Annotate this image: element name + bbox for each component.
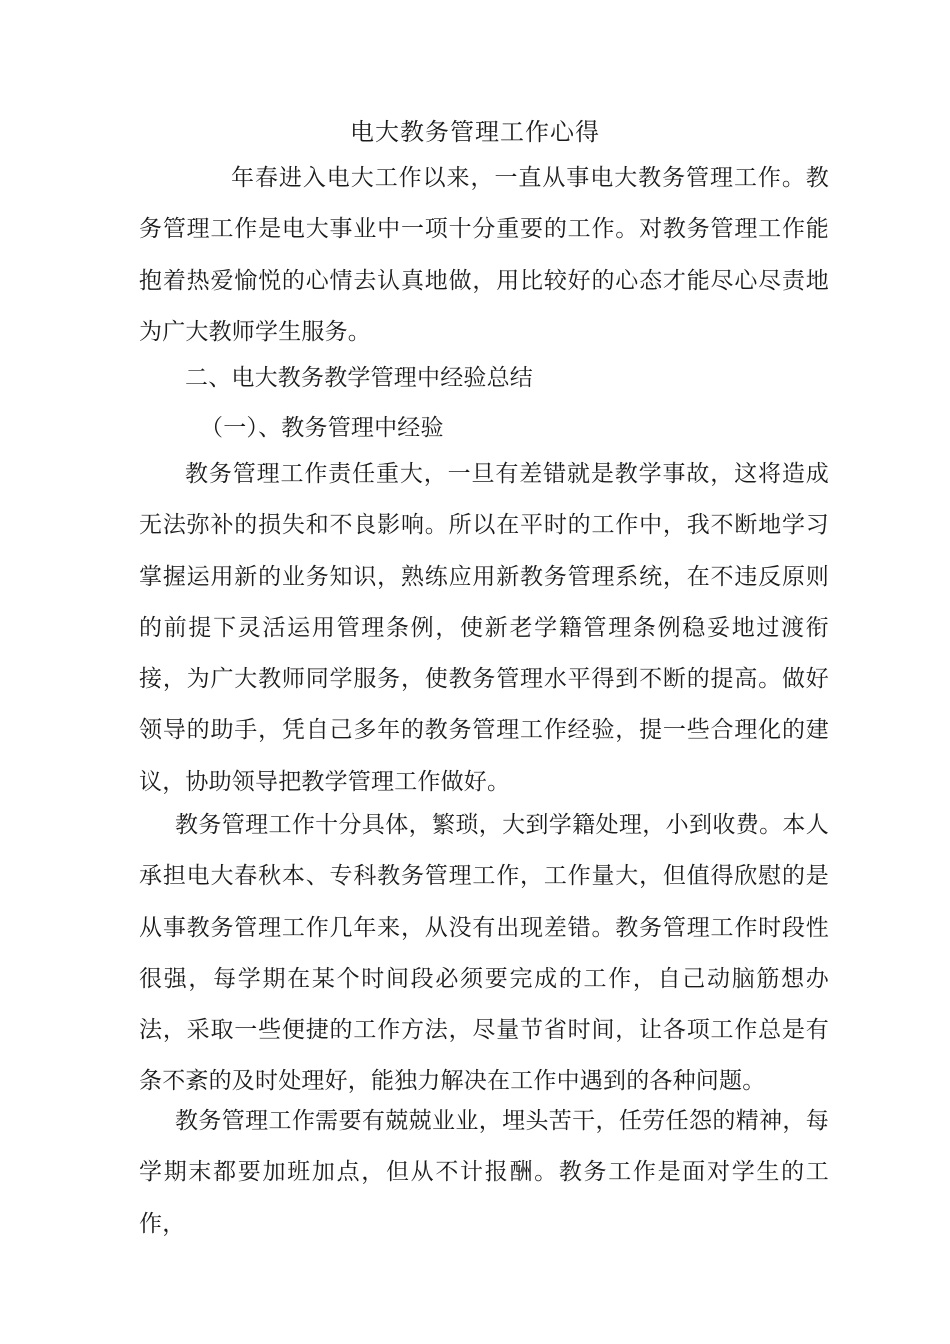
subsection-heading: （一）、教务管理中经验 (200, 415, 444, 441)
section-heading: 二、电大教务教学管理中经验总结 (185, 365, 533, 391)
document-title: 电大教务管理工作心得 (350, 118, 600, 146)
paragraph-intro: 年春进入电大工作以来，一直从事电大教务管理工作。教务管理工作是电大事业中一项十分重要的工作。对教务管理工作能抱着热爱愉悦的心情去认真地做，用比较好的心态才能尽心尽责地为广大教师学生服务。 (139, 165, 829, 345)
paragraph-responsibility: 教务管理工作责任重大，一旦有差错就是教学事故，这将造成无法弥补的损失和不良影响。所以在平时的工作中，我不断地学习掌握运用新的业务知识，熟练应用新教务管理系统，在不违反原则的前提下灵活运用管理条例，使新老学籍管理条例稳妥地过渡衔接，为广大教师同学服务，使教务管理水平得到不断的提高。做好领导的助手，凭自己多年的教务管理工作经验，提一些合理化的建议，协助领导把教学管理工作做好。 (139, 461, 829, 795)
paragraph-dedication: 教务管理工作需要有兢兢业业，埋头苦干，任劳任怨的精神，每学期末都要加班加点，但从不计报酬。教务工作是面对学生的工作， (139, 1108, 829, 1237)
paragraph-workload: 教务管理工作十分具体，繁琐，大到学籍处理，小到收费。本人承担电大春秋本、专科教务管理工作，工作量大，但值得欣慰的是从事教务管理工作几年来，从没有出现差错。教务管理工作时段性很强，每学期在某个时间段必须要完成的工作，自己动脑筋想办法，采取一些便捷的工作方法，尽量节省时间，让各项工作总是有条不紊的及时处理好，能独力解决在工作中遇到的各种问题。 (139, 812, 829, 1095)
